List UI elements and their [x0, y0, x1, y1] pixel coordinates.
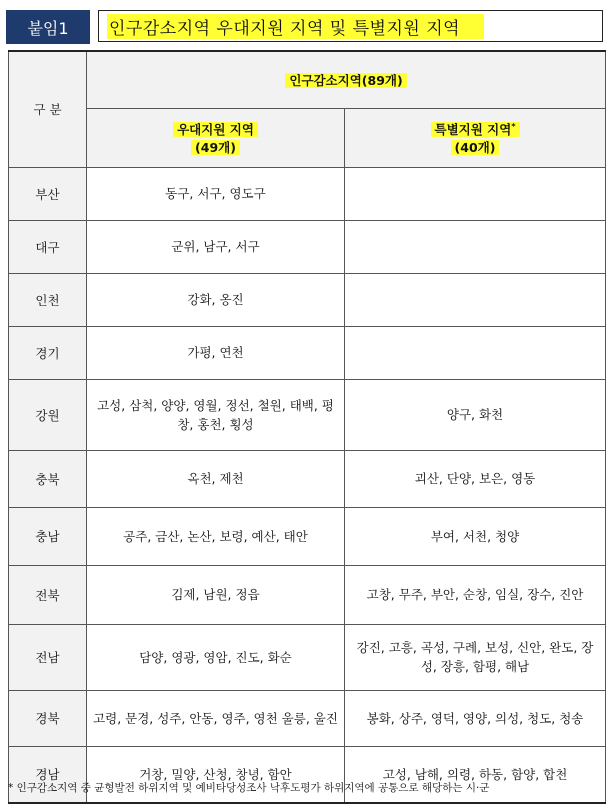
preferred-cell: 공주, 금산, 논산, 보령, 예산, 태안 [123, 528, 308, 544]
table-row [9, 167, 606, 220]
special-column-cell [345, 450, 606, 507]
special-column-cell [345, 690, 606, 746]
special-header [345, 108, 606, 167]
special-column-cell [345, 326, 606, 379]
region-name: 충남 [9, 507, 87, 565]
title-bar [6, 10, 605, 44]
special-column-cell [345, 507, 606, 565]
attachment-tag: 붙임1 [6, 10, 90, 44]
preferred-cell: 담양, 영광, 영암, 진도, 화순 [139, 649, 292, 665]
preferred-column-cell [87, 565, 345, 624]
special-cell: 고창, 무주, 부안, 순창, 임실, 장수, 진안 [366, 587, 584, 602]
group-header [87, 51, 606, 108]
category-label: 구 분 [33, 102, 62, 118]
special-cell: 괴산, 단양, 보은, 영동 [414, 471, 536, 486]
category-header [9, 51, 87, 167]
region-name: 경기 [9, 326, 87, 379]
region-name: 전남 [9, 624, 87, 690]
preferred-cell: 옥천, 제천 [187, 471, 244, 486]
region-name: 인천 [9, 273, 87, 326]
special-count: (40개) [451, 140, 500, 155]
special-cell: 봉화, 상주, 영덕, 영양, 의성, 청도, 청송 [366, 710, 584, 726]
region-name: 충북 [9, 450, 87, 507]
region-table [8, 50, 606, 804]
preferred-column-cell [87, 379, 345, 450]
preferred-column-cell [87, 273, 345, 326]
table-row [9, 326, 606, 379]
table-row [9, 624, 606, 690]
document-title: 인구감소지역 우대지원 지역 및 특별지원 지역 [107, 14, 484, 39]
special-title: 특별지원 지역 [434, 121, 512, 137]
preferred-column-cell [87, 326, 345, 379]
preferred-cell: 가평, 연천 [187, 345, 244, 360]
table-row [9, 450, 606, 507]
table-row [9, 379, 606, 450]
special-title-wrap [431, 122, 520, 137]
special-cell: 강진, 고흥, 곡성, 구례, 보성, 신안, 완도, 장성, 장흥, 함평, 해남 [356, 640, 594, 674]
preferred-column-cell [87, 220, 345, 273]
region-name: 경남 [9, 746, 87, 803]
preferred-cell: 고령, 문경, 성주, 안동, 영주, 영천 울릉, 울진 [93, 710, 338, 726]
footnote: * 인구감소지역 중 균형발전 하위지역 및 예비타당성조사 낙후도평가 하위지역에 공통으로 해당하는 시·군 [8, 782, 490, 794]
preferred-cell: 군위, 남구, 서구 [171, 239, 260, 254]
title-box [98, 10, 603, 42]
special-column-cell [345, 273, 606, 326]
special-cell: 양구, 화천 [446, 407, 504, 422]
region-name: 전북 [9, 565, 87, 624]
preferred-column-cell [87, 690, 345, 746]
region-name: 대구 [9, 220, 87, 273]
preferred-column-cell [87, 167, 345, 220]
table-row [9, 273, 606, 326]
preferred-column-cell [87, 507, 345, 565]
preferred-column-cell [87, 450, 345, 507]
region-name: 강원 [9, 379, 87, 450]
table-row [9, 220, 606, 273]
special-cell: 부여, 서천, 청양 [430, 528, 520, 544]
table-body [9, 167, 606, 803]
special-column-cell [345, 379, 606, 450]
preferred-cell: 동구, 서구, 영도구 [165, 186, 266, 201]
special-column-cell [345, 167, 606, 220]
special-cell: 고성, 남해, 의령, 하동, 함양, 합천 [382, 766, 568, 782]
preferred-column-cell [87, 624, 345, 690]
table-row [9, 565, 606, 624]
group-header-label: 인구감소지역(89개) [285, 73, 406, 88]
preferred-cell: 거창, 밀양, 산청, 창녕, 함안 [139, 766, 292, 782]
table-row [9, 690, 606, 746]
special-column-cell [345, 565, 606, 624]
region-name: 경북 [9, 690, 87, 746]
table-row [9, 507, 606, 565]
preferred-cell: 김제, 남원, 정읍 [171, 587, 260, 602]
preferred-cell: 고성, 삼척, 양양, 영월, 정선, 철원, 태백, 평창, 홍천, 횡성 [97, 397, 334, 432]
special-mark: * [511, 121, 516, 131]
preferred-title: 우대지원 지역 [173, 122, 258, 137]
region-name: 부산 [9, 167, 87, 220]
special-column-cell [345, 220, 606, 273]
preferred-header [87, 108, 345, 167]
special-column-cell [345, 624, 606, 690]
preferred-cell: 강화, 옹진 [187, 292, 244, 307]
preferred-count: (49개) [191, 140, 240, 155]
